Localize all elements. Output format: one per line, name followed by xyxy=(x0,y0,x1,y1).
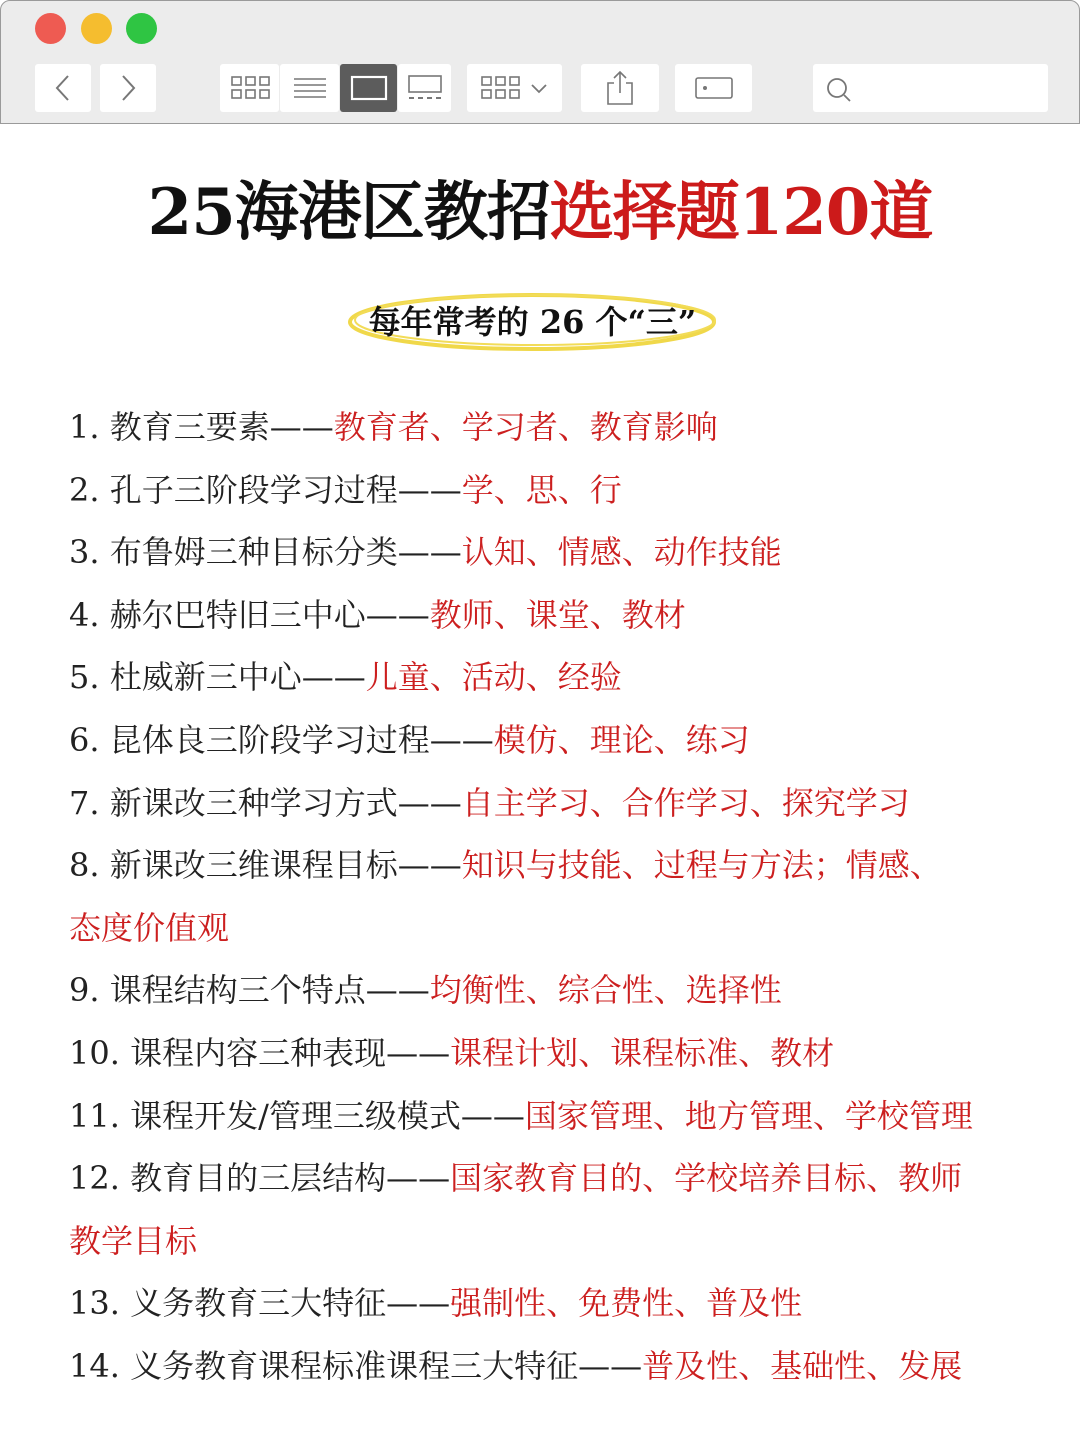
list-item xyxy=(69,459,1029,522)
list-item xyxy=(69,897,1029,960)
search-field[interactable] xyxy=(813,64,1048,112)
window-toolbar xyxy=(0,0,1080,124)
list-item xyxy=(69,959,1029,1022)
title-red: 选择题120道 xyxy=(549,175,933,250)
item-answer: 知识与技能、过程与方法；情感、 xyxy=(461,846,942,885)
group-icon xyxy=(480,75,520,101)
grid-view-icon xyxy=(230,75,270,101)
list-item xyxy=(69,834,1029,897)
page-title xyxy=(0,168,1080,258)
item-answer: 模仿、理论、练习 xyxy=(493,720,750,759)
item-answer: 国家管理、地方管理、学校管理 xyxy=(524,1096,973,1135)
list-item xyxy=(69,396,1029,459)
tag-button[interactable] xyxy=(675,64,752,112)
item-question: 9. 课程结构三个特点—— xyxy=(69,971,430,1010)
search-icon xyxy=(825,76,853,104)
item-question: 4. 赫尔巴特旧三中心—— xyxy=(69,595,430,634)
list-item xyxy=(69,584,1029,647)
forward-button[interactable] xyxy=(100,64,156,112)
item-question: 5. 杜威新三中心—— xyxy=(69,658,366,697)
share-button[interactable] xyxy=(581,64,659,112)
item-answer: 教育者、学习者、教育影响 xyxy=(333,408,718,446)
list-item xyxy=(69,521,1029,584)
chevron-left-icon xyxy=(53,73,73,103)
column-view-button[interactable] xyxy=(340,64,397,112)
item-answer: 普及性、基础性、发展 xyxy=(642,1346,963,1385)
list-view-icon xyxy=(293,76,327,100)
list-item xyxy=(69,1335,1029,1398)
item-question: 7. 新课改三种学习方式—— xyxy=(69,783,462,822)
item-question: 1. 教育三要素—— xyxy=(69,408,334,446)
back-button[interactable] xyxy=(35,64,91,112)
item-answer: 认知、情感、动作技能 xyxy=(461,533,782,572)
subtitle: 每年常考的 26 个“三” xyxy=(368,303,697,341)
close-window-button[interactable] xyxy=(35,13,66,44)
item-answer: 教师、课堂、教材 xyxy=(429,595,686,634)
chevron-down-icon xyxy=(528,81,550,95)
item-question: 3. 布鲁姆三种目标分类—— xyxy=(69,533,462,572)
list-item xyxy=(69,1022,1029,1085)
list-item xyxy=(69,772,1029,835)
item-answer: 教学目标 xyxy=(69,1221,198,1260)
item-question: 6. 昆体良三阶段学习过程—— xyxy=(69,720,494,759)
minimize-window-button[interactable] xyxy=(81,13,112,44)
item-question: 10. 课程内容三种表现—— xyxy=(69,1033,451,1072)
item-answer: 国家教育目的、学校培养目标、教师 xyxy=(450,1159,963,1198)
chevron-right-icon xyxy=(118,73,138,103)
item-answer: 课程计划、课程标准、教材 xyxy=(450,1033,835,1072)
item-question: 14. 义务教育课程标准课程三大特征—— xyxy=(69,1346,643,1385)
list-view-button[interactable] xyxy=(280,64,339,112)
item-answer: 均衡性、综合性、选择性 xyxy=(429,971,782,1010)
item-answer: 态度价值观 xyxy=(69,908,230,947)
item-question: 13. 义务教育三大特征—— xyxy=(69,1284,451,1323)
list-item xyxy=(69,1147,1029,1210)
subtitle-badge xyxy=(345,290,720,354)
gallery-view-icon xyxy=(406,74,444,102)
list-item xyxy=(69,1272,1029,1335)
list-item xyxy=(69,646,1029,709)
item-answer: 强制性、免费性、普及性 xyxy=(450,1284,803,1323)
item-question: 11. 课程开发/管理三级模式—— xyxy=(69,1096,525,1135)
tag-icon xyxy=(694,75,734,101)
item-question: 2. 孔子三阶段学习过程—— xyxy=(69,470,462,509)
item-answer: 自主学习、合作学习、探究学习 xyxy=(461,783,910,822)
group-by-button[interactable] xyxy=(467,64,562,112)
list-item xyxy=(69,1085,1029,1148)
share-icon xyxy=(605,70,635,106)
item-answer: 儿童、活动、经验 xyxy=(365,658,622,697)
list-item xyxy=(69,1210,1029,1273)
icon-view-button[interactable] xyxy=(220,64,279,112)
item-answer: 学、思、行 xyxy=(461,470,622,509)
gallery-view-button[interactable] xyxy=(398,64,451,112)
zoom-window-button[interactable] xyxy=(126,13,157,44)
title-black: 25海港区教招 xyxy=(147,175,550,250)
list-item xyxy=(69,709,1029,772)
item-list xyxy=(69,396,1029,1398)
column-view-icon xyxy=(350,75,388,101)
item-question: 8. 新课改三维课程目标—— xyxy=(69,846,462,885)
item-question: 12. 教育目的三层结构—— xyxy=(69,1159,451,1198)
